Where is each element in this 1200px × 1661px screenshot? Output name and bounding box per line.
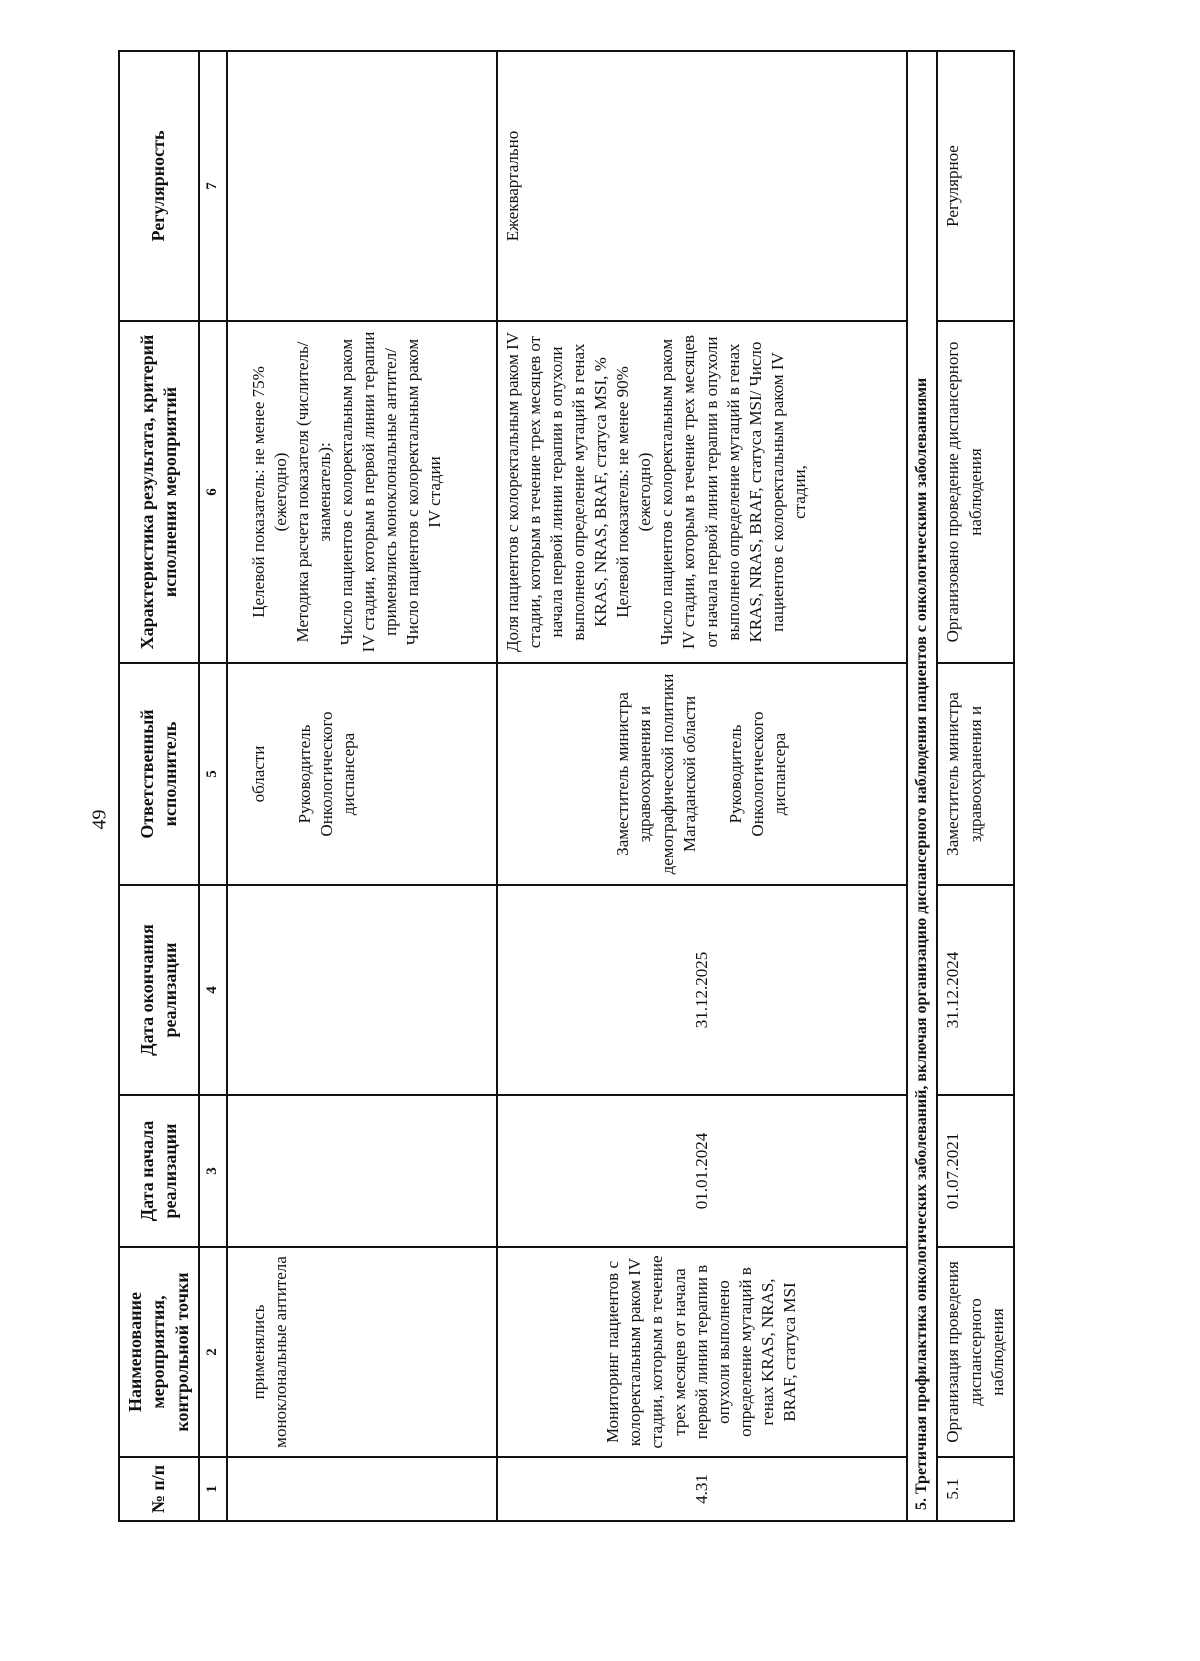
- column-number: 6: [199, 321, 227, 663]
- page-number: 49: [88, 809, 111, 830]
- rotated-table-wrapper: [118, 52, 1058, 1522]
- result-line: Целевой показатель: не менее 90% (ежегодно): [613, 366, 655, 618]
- col-header-start: Дата начала реализации: [119, 1095, 199, 1247]
- column-number: 3: [199, 1095, 227, 1247]
- row-responsible: Заместитель министра здравоохранения и: [937, 663, 1013, 885]
- col-header-responsible: Ответственный исполнитель: [119, 663, 199, 885]
- row-result: [497, 321, 907, 663]
- column-number: 4: [199, 885, 227, 1095]
- col-header-num: № п/п: [119, 1457, 199, 1521]
- responsible-line: области: [248, 745, 268, 803]
- row-result: Организовано проведение диспансерного наблюдения: [937, 321, 1013, 663]
- row-responsible: [227, 663, 497, 885]
- table-row: [937, 51, 1013, 1521]
- row-name: Организация проведения диспансерного наблюдения: [937, 1247, 1013, 1457]
- row-name: применялись моноклональные антитела: [227, 1247, 497, 1457]
- result-line: Число пациентов с колоректальным раком IV стадии, которым в первой линии терапии применялись моноклональные антител/ Число пациентов с колоректальным раком IV стадии: [337, 331, 445, 653]
- column-number: 5: [199, 663, 227, 885]
- row-responsible: [497, 663, 907, 885]
- column-number-row: [199, 51, 227, 1521]
- row-num: 4.31: [497, 1457, 907, 1521]
- result-line: Число пациентов с колоректальным раком IV стадии, которым в течение трех месяцев от начала первой линии терапии в опухоли выполнено определение мутаций в генах KRAS, NRAS, BRAF, статуса MSI/ Число пациентов с колоректальным раком IV стадии,: [657, 334, 809, 650]
- result-line: Целевой показатель: не менее 75% (ежегодно): [248, 366, 290, 618]
- col-header-name: Наименование мероприятия, контрольной точки: [119, 1247, 199, 1457]
- row-end-date: 31.12.2025: [497, 885, 907, 1095]
- column-number: 1: [199, 1457, 227, 1521]
- section-title: 5. Третичная профилактика онкологических заболеваний, включая организацию диспансерного наблюдения пациентов с онкологическими заболеваниями: [907, 51, 938, 1521]
- result-line: Методика расчета показателя (числитель/знаменатель):: [292, 341, 334, 643]
- row-regularity: Регулярное: [937, 51, 1013, 321]
- activities-table: [118, 50, 1015, 1522]
- column-number: 7: [199, 51, 227, 321]
- responsible-line: Заместитель министра здравоохранения и демографической политики Магаданской области: [613, 673, 699, 875]
- row-num: 5.1: [937, 1457, 1013, 1521]
- section-row: [907, 51, 938, 1521]
- row-end-date: 31.12.2024: [937, 885, 1013, 1095]
- row-regularity: Ежеквартально: [497, 51, 907, 321]
- row-end-date: [227, 885, 497, 1095]
- row-result: [227, 321, 497, 663]
- column-number: 2: [199, 1247, 227, 1457]
- header-row: [119, 51, 199, 1521]
- row-regularity: [227, 51, 497, 321]
- row-start-date: [227, 1095, 497, 1247]
- responsible-line: Руководитель Онкологического диспансера: [294, 711, 358, 837]
- responsible-line: Руководитель Онкологического диспансера: [725, 711, 789, 837]
- row-num: [227, 1457, 497, 1521]
- table-row: [227, 51, 497, 1521]
- table-row: [497, 51, 907, 1521]
- col-header-result: Характеристика результата, критерий исполнения мероприятий: [119, 321, 199, 663]
- row-start-date: 01.07.2021: [937, 1095, 1013, 1247]
- result-line: Доля пациентов с колоректальным раком IV стадии, которым в течение трех месяцев от начала первой линии терапии в опухоли выполнено определение мутаций в генах KRAS, NRAS, BRAF, статуса MSI, %: [502, 331, 611, 653]
- col-header-regularity: Регулярность: [119, 51, 199, 321]
- row-name: Мониторинг пациентов с колоректальным раком IV стадии, которым в течение трех месяцев от начала первой линии терапии в опухоли выполнено определение мутаций в генах KRAS, NRAS, BRAF, статуса MSI: [497, 1247, 907, 1457]
- row-start-date: 01.01.2024: [497, 1095, 907, 1247]
- col-header-end: Дата окончания реализации: [119, 885, 199, 1095]
